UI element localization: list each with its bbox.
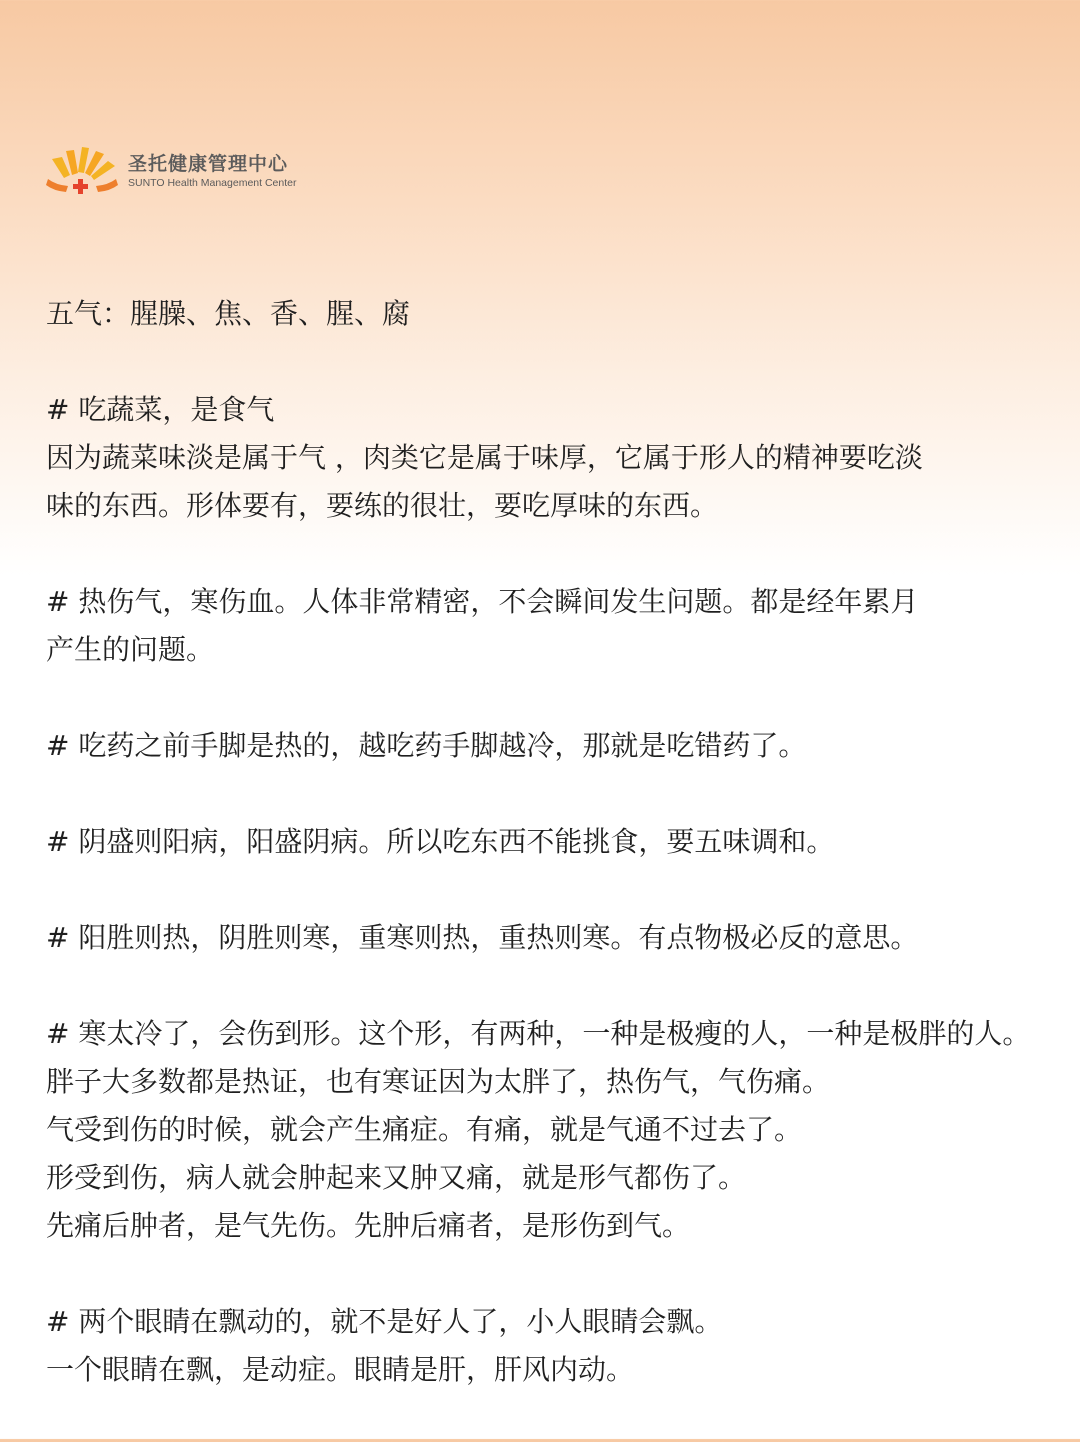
article-body [46, 290, 1066, 1442]
brand-name-cn: 圣托健康管理中心 [128, 153, 289, 175]
text-line: # 阴盛则阳病，阳盛阴病。所以吃东西不能挑食，要五味调和。 [46, 825, 835, 858]
text-line: # 吃蔬菜，是食气 [46, 393, 275, 426]
text-line: 味的东西。形体要有，要练的很壮，要吃厚味的东西。 [46, 489, 719, 522]
sunto-logo-icon [46, 145, 118, 197]
text-line: # 寒太冷了，会伤到形。这个形，有两种，一种是极瘦的人，一种是极胖的人。 [46, 1017, 1031, 1050]
text-line: # 吃药之前手脚是热的，越吃药手脚越冷，那就是吃错药了。 [46, 729, 807, 762]
text-line: # 两个眼睛在飘动的，就不是好人了，小人眼睛会飘。 [46, 1305, 723, 1338]
paragraph [46, 578, 1066, 674]
paragraph [46, 914, 1066, 962]
brand-logo [46, 145, 296, 197]
text-line: 形受到伤，病人就会肿起来又肿又痛，就是形气都伤了。 [46, 1161, 747, 1194]
paragraph [46, 1010, 1066, 1250]
paragraph [46, 722, 1066, 770]
paragraph [46, 386, 1066, 530]
text-line: 先痛后肿者，是气先伤。先肿后痛者，是形伤到气。 [46, 1209, 691, 1242]
text-line: 胖子大多数都是热证，也有寒证因为太胖了，热伤气，气伤痛。 [46, 1065, 831, 1098]
text-line: 因为蔬菜味淡是属于气 ，肉类它是属于味厚，它属于形人的精神要吃淡 [46, 441, 923, 474]
paragraph [46, 1298, 1066, 1394]
text-line: 五气：腥臊、焦、香、腥、腐 [46, 297, 411, 330]
text-line: 产生的问题。 [46, 633, 215, 666]
text-line: 气受到伤的时候，就会产生痛症。有痛，就是气通不过去了。 [46, 1113, 803, 1146]
text-line: # 热伤气，寒伤血。人体非常精密，不会瞬间发生问题。都是经年累月 [46, 585, 919, 618]
text-line: # 阳胜则热，阴胜则寒，重寒则热，重热则寒。有点物极必反的意思。 [46, 921, 919, 954]
brand-name-en: SUNTO Health Management Center [128, 177, 297, 189]
paragraph [46, 818, 1066, 866]
text-line: 一个眼睛在飘，是动症。眼睛是肝，肝风内动。 [46, 1353, 635, 1386]
paragraph [46, 290, 1066, 338]
